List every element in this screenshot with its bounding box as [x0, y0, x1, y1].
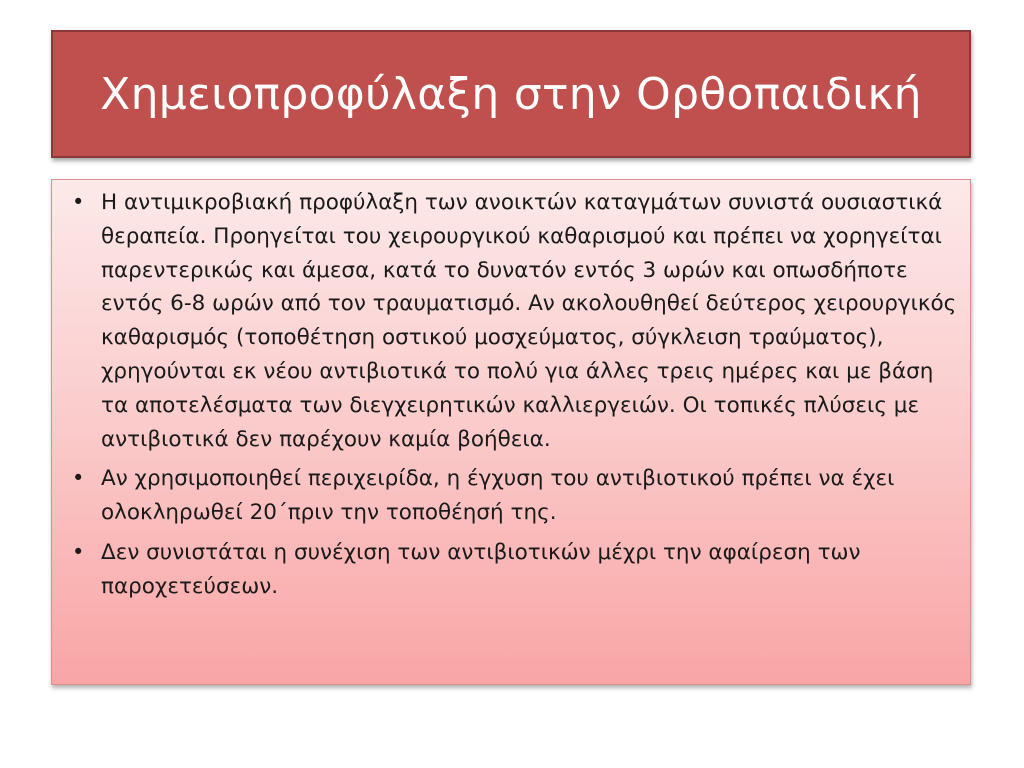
- bullet-text: Η αντιμικροβιακή προφύλαξη των ανοικτών καταγμάτων συνιστά ουσιαστικά θεραπεία. Προηγείται του χειρουργικού καθαρισμού και πρέπει να χορηγείται παρεντερικώς και άμεσα, κατά το δυνατόν εντός 3 ωρών και οπωσδήποτε εντός 6-8 ωρών από τον τραυματισμό. Αν ακολουθηθεί δεύτερος χειρουργικός καθαρισμός (τοποθέτηση οστικού μοσχεύματος, σύγκλειση τραύματος), χρηγούνται εκ νέου αντιβιοτικά το πολύ για άλλες τρεις ημέρες και με βάση τα αποτελέσματα των διεγχειρητικών καλλιεργειών. Οι τοπικές πλύσεις με αντιβιοτικά δεν παρέχουν καμία βοήθεια.: [101, 190, 957, 452]
- bullet-item: [72, 186, 958, 456]
- title-box: [51, 30, 971, 158]
- bullet-item: [72, 536, 958, 604]
- bullet-text: Δεν συνιστάται η συνέχιση των αντιβιοτικών μέχρι την αφαίρεση των παροχετεύσεων.: [101, 539, 861, 599]
- content-box: [51, 179, 971, 685]
- bullet-icon: •: [72, 190, 85, 214]
- bullet-item: [72, 462, 958, 530]
- bullet-icon: •: [72, 539, 85, 564]
- slide-title: Χημειοπροφύλαξη στην Ορθοπαιδική: [100, 68, 922, 120]
- bullet-icon: •: [72, 466, 85, 491]
- bullet-text: Αν χρησιμοποιηθεί περιχειρίδα, η έγχυση του αντιβιοτικού πρέπει να έχει ολοκληρωθεί 20΄πριν την τοποθέησή της.: [101, 466, 895, 526]
- bullet-list: [72, 186, 958, 604]
